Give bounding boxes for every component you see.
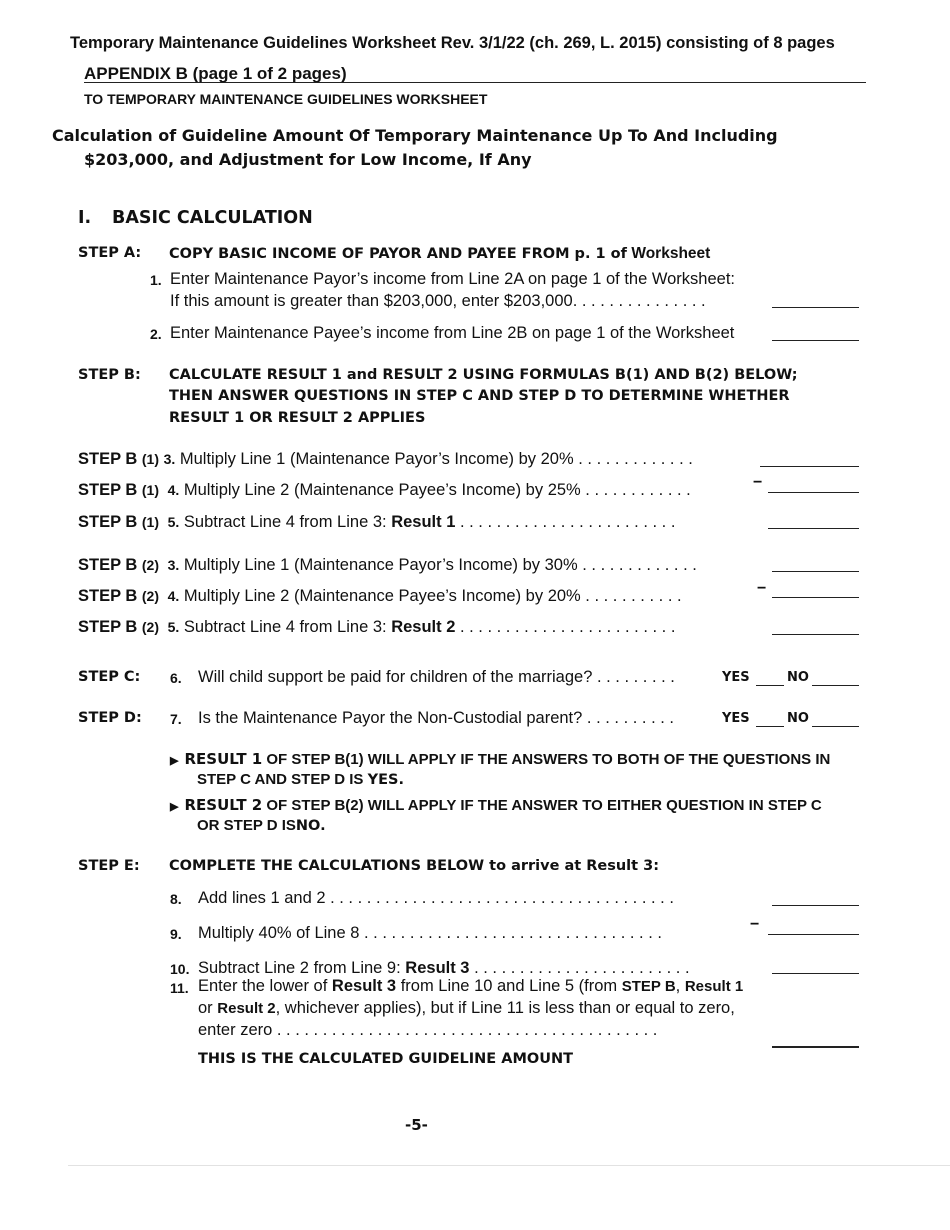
line-11-result-3: Result 3 [331,977,397,995]
line-11-text-2 [198,999,735,1018]
line-8-number: 8. [170,891,182,907]
line-7-no-label: NO [787,711,809,726]
line-7-number: 7. [170,711,182,727]
line-7-yes-entry[interactable] [756,726,784,727]
result-1-label: RESULT 1 [184,750,263,768]
b2-line-3-number: 3. [167,557,180,573]
line-11-entry[interactable] [772,1046,859,1048]
line-11-text [198,977,743,996]
b2-result-2: Result 2 [391,618,456,636]
step-a-heading-main: COPY BASIC INCOME OF PAYOR AND PAYEE FROM p. 1 of [169,246,627,262]
minus-sign: − [750,916,760,933]
b1-line-4 [78,481,691,500]
line-1-text-2: If this amount is greater than $203,000, enter $203,000. . . . . . . . . . . . . . . [170,292,706,310]
b2-line-5-text: Subtract Line 4 from Line 3: [183,618,387,636]
line-10-dots: . . . . . . . . . . . . . . . . . . . . . . . . [469,959,690,977]
b2-line-4-number: 4. [167,588,180,604]
result-2-no: NO. [295,818,326,834]
b2-line-5-dots: . . . . . . . . . . . . . . . . . . . . . . . . [455,618,676,636]
b1-tag: (1) [141,451,160,467]
b1-label: STEP B [78,450,138,468]
b2-line-4-entry[interactable] [772,597,859,598]
b1-line-4-number: 4. [167,482,180,498]
line-9-number: 9. [170,926,182,942]
b2-line-4 [78,587,682,606]
b2-label-2: STEP B [78,587,138,605]
b1-line-5 [78,513,675,532]
result-1-rule-text: OF STEP B(1) WILL APPLY IF THE ANSWERS TO BOTH OF THE QUESTIONS IN [266,751,831,768]
b2-line-3-text: Multiply Line 1 (Maintenance Payor’s Income) by 30% . . . . . . . . . . . . . [183,556,697,574]
b2-line-5-entry[interactable] [772,634,859,635]
line-7-no-entry[interactable] [812,726,859,727]
step-b-heading-line2: THEN ANSWER QUESTIONS IN STEP C AND STEP D TO DETERMINE WHETHER [169,388,790,404]
b2-line-4-text: Multiply Line 2 (Maintenance Payee’s Income) by 20% . . . . . . . . . . . [183,587,682,605]
line-2-entry[interactable] [772,340,859,341]
b1-line-3-number: 3. [163,451,176,467]
footer-divider [68,1165,950,1166]
step-c-label: STEP C: [78,669,141,685]
b1-line-4-entry[interactable] [768,492,859,493]
triangle-right-icon: ▶ [170,801,179,813]
line-11-i: , whichever applies), but if Line 11 is less than or equal to zero, [275,999,735,1017]
result-2-rule-line2 [197,817,326,834]
line-11-result-1: Result 1 [684,978,744,995]
b1-result-1: Result 1 [391,513,456,531]
section-number: I. [78,208,92,228]
step-b-heading-line1: CALCULATE RESULT 1 and RESULT 2 USING FORMULAS B(1) AND B(2) BELOW; [169,367,798,383]
b2-line-5-number: 5. [167,619,180,635]
minus-sign: − [753,474,763,491]
line-6-text: Will child support be paid for children of the marriage? . . . . . . . . . [198,668,675,686]
line-11-c: from Line 10 and Line 5 (from [400,977,618,995]
minus-sign: − [757,580,767,597]
line-11-text-3: enter zero . . . . . . . . . . . . . . . . . . . . . . . . . . . . . . . . . . . . . . . . . . [198,1021,658,1039]
line-10-text-main: Subtract Line 2 from Line 9: [198,959,401,977]
line-6-no-entry[interactable] [812,685,859,686]
step-a-heading-tail: Worksheet [631,245,711,262]
b2-label-3: STEP B [78,618,138,636]
page-number: -5- [405,1116,428,1134]
step-d-label: STEP D: [78,710,142,726]
result-1-rule-line2 [197,771,404,788]
b2-tag-2: (2) [141,588,160,604]
line-1-entry[interactable] [772,307,859,308]
triangle-right-icon: ▶ [170,755,179,767]
calculation-title-line2: $203,000, and Adjustment for Low Income, If Any [84,150,532,169]
line-1-number: 1. [150,272,162,288]
line-9-entry[interactable] [768,934,859,935]
step-b-heading-line3: RESULT 1 OR RESULT 2 APPLIES [169,410,426,426]
step-e-label: STEP E: [78,858,140,874]
step-e-heading: COMPLETE THE CALCULATIONS BELOW to arrive at Result 3: [169,858,660,874]
b2-label: STEP B [78,556,138,574]
b1-line-5-number: 5. [167,514,180,530]
step-a-label: STEP A: [78,245,142,261]
line-11-e: , [675,977,681,995]
result-1-rule [170,750,830,768]
line-11-a: Enter the lower of [198,977,328,995]
b1-line-5-text: Subtract Line 4 from Line 3: [183,513,387,531]
result-2-rule-text: OF STEP B(2) WILL APPLY IF THE ANSWER TO EITHER QUESTION IN STEP C [266,797,822,814]
b2-line-3-entry[interactable] [772,571,859,572]
line-1-text: Enter Maintenance Payor’s income from Line 2A on page 1 of the Worksheet: [170,270,735,288]
calculation-title-line1: Calculation of Guideline Amount Of Temporary Maintenance Up To And Including [52,126,778,145]
b1-line-5-dots: . . . . . . . . . . . . . . . . . . . . . . . . [455,513,676,531]
result-2-rule [170,796,822,814]
line-2-text: Enter Maintenance Payee’s income from Line 2B on page 1 of the Worksheet [170,324,735,342]
line-10-number: 10. [170,961,190,977]
result-2-rule-text-2: OR STEP D IS [197,817,296,834]
line-11-result-2: Result 2 [217,1000,276,1017]
section-title: BASIC CALCULATION [112,208,313,228]
to-worksheet-subtitle: TO TEMPORARY MAINTENANCE GUIDELINES WORKSHEET [84,91,488,107]
line-6-no-label: NO [787,670,809,685]
b2-line-5 [78,618,675,637]
b1-line-3-text: Multiply Line 1 (Maintenance Payor’s Income) by 20% . . . . . . . . . . . . . [179,450,693,468]
b2-tag-3: (2) [141,619,160,635]
line-6-yes-label: YES [722,670,750,685]
calculated-guideline-amount-label: THIS IS THE CALCULATED GUIDELINE AMOUNT [198,1051,574,1067]
b1-tag-2: (1) [141,482,160,498]
b1-label-2: STEP B [78,481,138,499]
b1-label-3: STEP B [78,513,138,531]
line-10-text [198,959,690,978]
result-2-label: RESULT 2 [184,796,263,814]
b1-tag-3: (1) [141,514,160,530]
line-7-text: Is the Maintenance Payor the Non-Custodial parent? . . . . . . . . . . [198,709,674,727]
step-b-label: STEP B: [78,367,141,383]
line-10-result-3: Result 3 [405,959,470,977]
line-8-text: Add lines 1 and 2 . . . . . . . . . . . . . . . . . . . . . . . . . . . . . . . . . . . . . . [198,889,674,907]
line-10-entry[interactable] [772,973,859,974]
result-1-yes: YES. [367,772,404,788]
line-11-g: or [198,999,213,1017]
b1-line-3-entry[interactable] [760,466,859,467]
b1-line-3 [78,450,693,469]
line-6-number: 6. [170,670,182,686]
b1-line-4-text: Multiply Line 2 (Maintenance Payee’s Income) by 25% . . . . . . . . . . . . [183,481,691,499]
b1-line-5-entry[interactable] [768,528,859,529]
step-a-heading [169,245,710,263]
line-7-yes-label: YES [722,711,750,726]
b2-tag: (2) [141,557,160,573]
line-6-yes-entry[interactable] [756,685,784,686]
appendix-underline [84,82,866,83]
appendix-heading: APPENDIX B (page 1 of 2 pages) [84,64,347,83]
line-2-number: 2. [150,326,162,342]
line-11-step-b: STEP B [621,978,676,995]
result-1-rule-text-2: STEP C AND STEP D IS [197,771,364,788]
line-8-entry[interactable] [772,905,859,906]
b2-line-3 [78,556,697,575]
line-9-text: Multiply 40% of Line 8 . . . . . . . . . . . . . . . . . . . . . . . . . . . . . . . . . [198,924,662,942]
worksheet-title: Temporary Maintenance Guidelines Worksheet Rev. 3/1/22 (ch. 269, L. 2015) consisting of 8 pages [70,34,835,52]
line-11-number: 11. [170,980,189,996]
